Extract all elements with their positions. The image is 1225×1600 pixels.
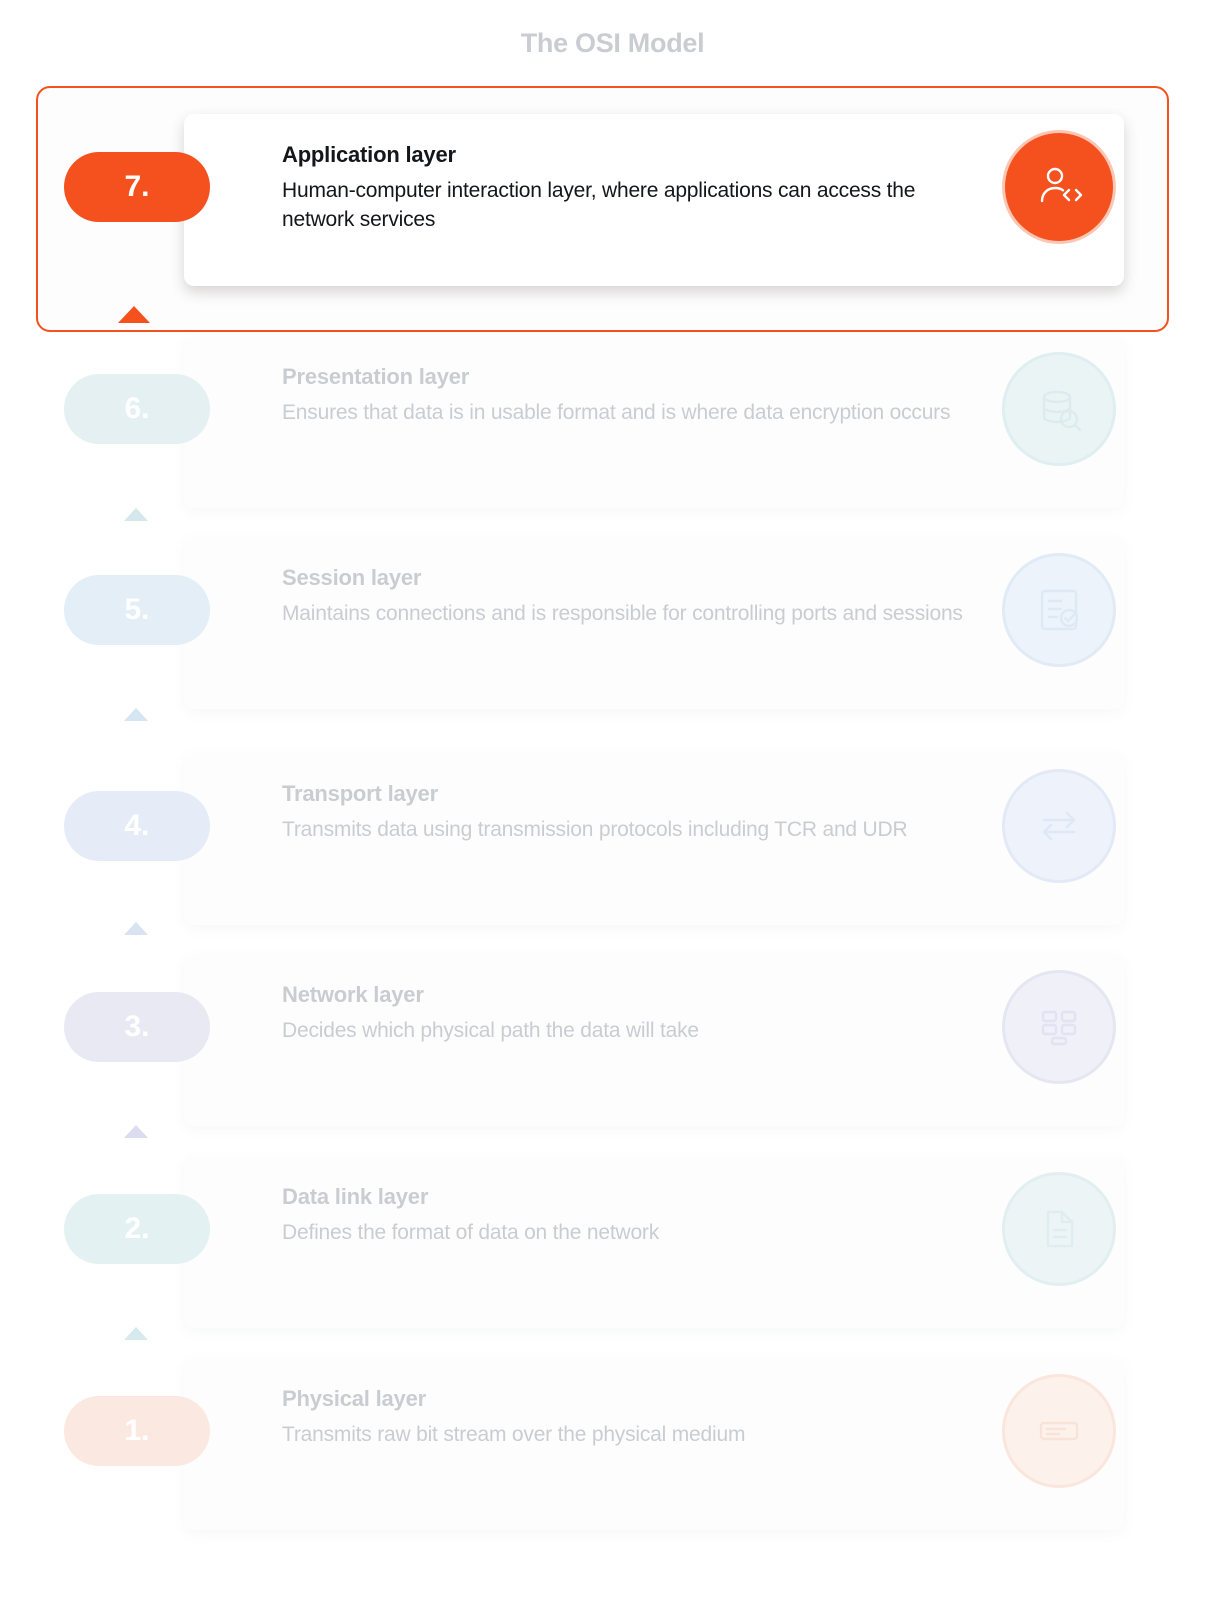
layer-number-badge: 2. (64, 1194, 210, 1264)
layer-number-badge: 3. (64, 992, 210, 1062)
flow-arrow-up-3 (124, 1125, 148, 1138)
layer-number-badge: 4. (64, 791, 210, 861)
layer-description: Human-computer interaction layer, where applications can access the network services (282, 179, 916, 231)
layer-number-badge: 6. (64, 374, 210, 444)
layer-text-block (282, 1184, 982, 1247)
layer-title: Data link layer (282, 1184, 429, 1209)
flow-arrow-up-5 (124, 708, 148, 721)
layer-number-badge: 5. (64, 575, 210, 645)
layer-title: Presentation layer (282, 364, 470, 389)
layer-description: Defines the format of data on the network (282, 1221, 660, 1244)
layer-text-block (282, 781, 982, 844)
layer-description: Decides which physical path the data will take (282, 1019, 699, 1042)
layer-row-network[interactable] (64, 944, 1124, 1120)
network-nodes-icon (1002, 970, 1116, 1084)
layer-description: Transmits data using transmission protocols including TCR and UDR (282, 818, 908, 841)
layer-number-badge: 7. (64, 152, 210, 222)
layer-text-block (282, 142, 982, 234)
layer-text-block (282, 1386, 982, 1449)
layer-description: Maintains connections and is responsible for controlling ports and sessions (282, 602, 963, 625)
flow-arrow-up-4 (124, 922, 148, 935)
layer-title: Network layer (282, 982, 424, 1007)
layer-text-block (282, 565, 982, 628)
layer-description: Transmits raw bit stream over the physical medium (282, 1423, 746, 1446)
database-search-icon (1002, 352, 1116, 466)
flow-arrow-up-6 (124, 508, 148, 521)
flow-arrow-up-7 (118, 306, 150, 323)
user-code-icon (1002, 130, 1116, 244)
layer-text-block (282, 364, 982, 427)
layer-row-transport[interactable] (64, 743, 1124, 919)
page-title: The OSI Model (520, 28, 705, 58)
cable-icon (1002, 1374, 1116, 1488)
flow-arrow-up-2 (124, 1327, 148, 1340)
layer-title: Transport layer (282, 781, 438, 806)
layer-row-application[interactable] (64, 104, 1124, 280)
layer-row-data-link[interactable] (64, 1146, 1124, 1322)
layer-number-badge: 1. (64, 1396, 210, 1466)
layer-description: Ensures that data is in usable format and is where data encryption occurs (282, 401, 951, 424)
transfer-arrows-icon (1002, 769, 1116, 883)
layer-title: Physical layer (282, 1386, 426, 1411)
document-check-icon (1002, 553, 1116, 667)
layer-title: Session layer (282, 565, 422, 590)
data-frame-icon (1002, 1172, 1116, 1286)
layer-title: Application layer (282, 142, 456, 167)
layer-row-physical[interactable] (64, 1348, 1124, 1524)
layer-text-block (282, 982, 982, 1045)
layer-row-session[interactable] (64, 527, 1124, 703)
layer-row-presentation[interactable] (64, 326, 1124, 502)
